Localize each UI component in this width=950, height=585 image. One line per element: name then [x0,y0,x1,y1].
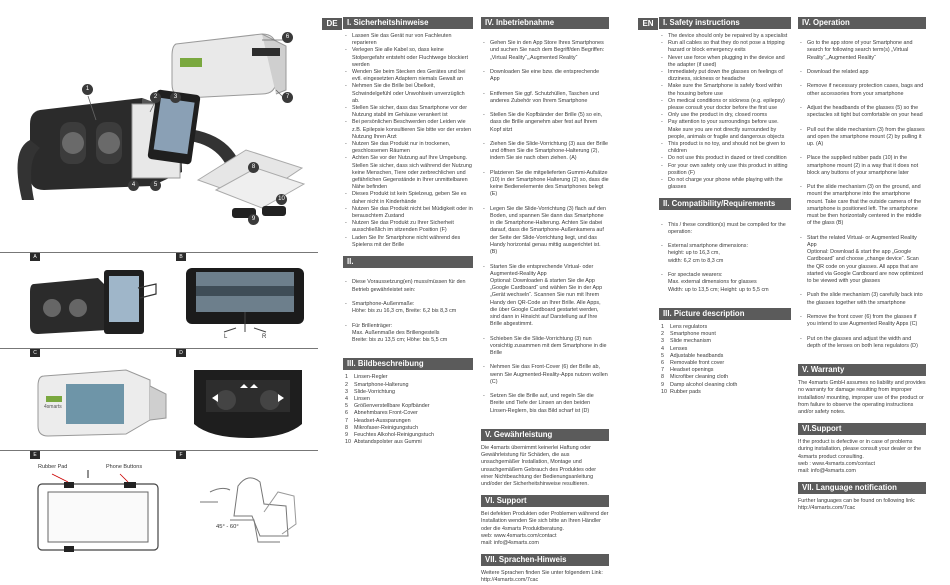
figure-b [180,262,310,344]
en-s4-list [798,33,926,357]
callout-1: 1 [82,84,93,95]
en-s4-item: - Adjust the headbands of the glasses (5) so the spectacles sit tight but comfortable on your head [798,105,926,119]
en-s3-item: Removable front cover [670,359,725,366]
de-s6-mail: mail: info@4smarts.com [481,540,539,546]
de-col-1 [343,14,473,446]
de-s1-item: - Nutzen Sie das Produkt zu Ihrer Sicherheit ausschließlich im sitzenden Position (F) [343,220,473,234]
en-s3-title: III. Picture description [659,308,791,320]
de-s1-list [343,33,473,249]
de-s4-item: - Entfernen Sie ggf. Schutzhüllen, Taschen und anderes Zubehör von Ihrem Smartphone [481,91,609,105]
en-s5-text: The 4smarts GmbH assumes no liability and provides no warranty for damage resulting from improper installation/ mounting, improper use of the product or from failure to observe the operating instructions and/or safety notes. [798,380,926,415]
de-s3-item: Headset-Aussparungen [354,417,411,424]
de-s1-item: - Laden Sie Ihr Smartphone nicht während des Spielens mit der Brille [343,235,473,249]
de-s3-list: 1 Linsen-Regler 2 Smartphone-Halterung 3 Slide-Vorrichtung 4 Linsen 5 Größenverstellbare Kopfbänder 6 Abnehmbares Front-Cover 7 Headset-Aussparungen 8 Mikrofaser-Reinigungstuch 9 Feuchtes Alkohol-Reinigungstuch 10 Abstandspolster aus Gummi [345,374,435,446]
de-s3-item: Größenverstellbare Kopfbänder [354,403,430,410]
en-s3-item: Headset openings [670,367,714,374]
angle-label: 45° - 60° [216,524,239,530]
en-s7-text: Further languages can be found on following link: http://4smarts.com/7cac [798,498,916,512]
en-s4-item: - Place the supplied rubber pads (10) in the smartphone mount (2) in a way that it does not block any buttons of your smartphone later [798,155,926,177]
de-s3-item: Abnehmbares Front-Cover [354,410,418,417]
de-s6-text: Bei defekten Produkten oder Problemen während der Installation wenden Sie sich bitte an Ihren Händler oder die 4smarts Produktberatung. [481,511,609,532]
de-s1-item: - Verlegen Sie alle Kabel so, dass keine Stolpergefahr entsteht oder Fluchtwege blockiert werden [343,47,473,69]
de-s6-web: web: www.4smarts.com/contact [481,532,557,539]
de-s3-item: Feuchtes Alkohol-Reinigungstuch [354,431,435,438]
de-s5-title: V. Gewährleistung [481,429,609,441]
en-s1-title: I. Safety instructions [659,17,791,29]
en-s3-list: 1 Lens regulators 2 Smartphone mount 3 Slide mechanism 4 Lenses 5 Adjustable headbands 6 Removable front cover 7 Headset openings 8 Microfiber cleaning cloth 9 Damp alcohol cleaning cloth 10 Rubber pads [661,323,738,395]
en-s2-item: - For spectacle wearers: Max. external dimensions for glasses Width: up to 13,5 cm; Height: up to 5,5 cm [659,272,791,294]
en-s4-item: - Download the related app [798,69,926,76]
en-s1-list [659,33,791,191]
callout-4: 4 [128,180,139,191]
en-s4-item: - Remove the front cover (6) from the glasses if you intend to use Augmented Reality Apps (C) [798,314,926,328]
de-s2-title: II. Kompatibilität/Voraussetzungen [343,256,473,268]
en-s3-item: Slide mechanism [670,338,712,345]
de-s4-item: - Gehen Sie in den App Store Ihres Smartphones und suchen Sie nach dem Begriff/den Begriffen: „Virtual Reality“,„Augmented Reality“ [481,40,609,62]
en-col-2 [798,14,926,513]
en-s1-item: - Do not charge your phone while playing with the glasses [659,177,791,191]
de-s7-title: VII. Sprachen-Hinweis [481,554,609,566]
lang-tag-en: EN [638,18,658,30]
en-s5-title: V. Warranty [798,364,926,376]
en-s1-item: - Only use the product in dry, closed rooms [659,112,791,119]
en-s4-item: - Put on the glasses and adjust the width and depth of the lenses on both lens regulators (D) [798,336,926,350]
divider [0,252,318,253]
de-s1-item: - Dieses Produkt ist kein Spielzeug, geben Sie es daher nicht in Kinderhände [343,191,473,205]
de-s4-item: - Platzieren Sie die mitgelieferten Gummi-Aufsätze (10) in der Smartphone Halterung (2) so, dass die keine Bedienelemente des Smartphones belegt (E) [481,170,609,199]
figure-label-e: E [30,451,40,459]
en-s1-item: - On medical conditions or sickness (e.g. epilepsy) please consult your doctor before the first use [659,98,791,112]
rubber-pad-label: Rubber Pad [38,464,68,470]
en-s1-item: - Run all cables so that they do not pose a tripping hazard or block emergency exits [659,40,791,54]
de-s4-item: - Legen Sie die Slide-Vorrichtung (3) flach auf den Boden, und spannen Sie dann das Smartphone in die Smartphone-Halterung. Achten Sie dabei darauf, dass die Smartphone-Außenkamera auf der Seite der Slide-Vorrichtung liegt, und das Handy horizontal genau mittig ausgerichtet ist. (B) [481,206,609,256]
de-s1-item: - Bei persönlichen Beschwerden oder Leiden wie z.B. Epilepsie konsultieren Sie bitte vor der ersten Nutzung Ihren Arzt [343,119,473,141]
label-r: R [262,334,267,340]
de-s3-item: Abstandspolster aus Gummi [354,439,422,446]
callout-2: 2 [150,92,161,103]
en-s7-title: VII. Language notification [798,482,926,494]
de-s3-item: Linsen [354,395,370,402]
de-s1-item: - Nehmen Sie die Brille bei Übelkeit, Schwindelgefühl oder Unwohlsein unverzüglich ab. [343,83,473,105]
de-s1-item: - Lassen Sie das Gerät nur von Fachleuten reparieren [343,33,473,47]
de-s4-item: - Stellen Sie die Kopfbänder der Brille (5) so ein, dass die Brille angenehm aber fest auf Ihrem Kopf sitzt [481,112,609,134]
de-s2-item: - Für Brillenträger: Max. Außenmaße des Brillengestells Breite: bis zu 13,5 cm; Höhe: bis 5,5 cm [343,323,473,345]
de-s4-item: - Setzen Sie die Brille auf, und regeln Sie die Breite und Tiefe der Linsen an den beiden Linsen-Reglern, bis das Bild scharf ist (D) [481,393,609,415]
figure-d [186,362,310,446]
en-s4-item: - Push the slide mechanism (3) carefully back into the glasses together with the smartphone [798,292,926,306]
de-s4-item: - Schieben Sie die Slide-Vorrichtung (3) nun vorsichtig zusammen mit dem Smartphone in die Brille [481,336,609,358]
en-col-1 [659,14,791,396]
divider [0,348,318,349]
en-s1-item: - The device should only be repaired by a specialist [659,33,791,40]
en-s2-item: - This / these condition(s) must be compiled for the operation: [659,222,791,236]
en-s1-item: - Immediately put down the glasses on feelings of dizziness, sickness or headache [659,69,791,83]
lang-tag-de: DE [322,18,342,30]
figure-a [28,264,164,344]
de-s1-item: - Achten Sie vor der Nutzung auf Ihre Umgebung. Stellen Sie sicher, dass sich während der Nutzung keine Menschen, Tiere oder zerbrechlichen und gefährlichen Gegenstände in Ihrer unmittelbaren Nähe befinden [343,155,473,191]
figure-main [0,0,318,246]
callout-3: 3 [170,92,181,103]
de-s3-title: III. Bildbeschreibung [343,358,473,370]
de-s2-item: - Diese Voraussetzung(en) muss/müssen für den Betrieb gewährleistet sein: [343,279,473,293]
en-s6-web: web : www.4smarts.com/contact [798,460,875,467]
de-s6-title: VI. Support [481,495,609,507]
callout-10: 10 [276,194,287,205]
de-s1-item: - Nutzen Sie das Produkt nicht bei Müdigkeit oder in berauschtem Zustand [343,206,473,220]
de-s3-item: Slide-Vorrichtung [354,388,396,395]
figure-e [28,462,174,562]
en-s4-item: - Remove if necessary protection cases, bags and other accessories from your smartphone [798,83,926,97]
figure-label-b: B [176,253,186,261]
callout-7: 7 [282,92,293,103]
figure-label-f: F [176,451,186,459]
en-s4-item: - Pull out the slide mechanism (3) from the glasses and open the smartphone mount (2) by pulling it up. (A) [798,127,926,149]
de-s3-item: Smartphone-Halterung [354,381,409,388]
en-s4-item: - Start the related Virtual- or Augmented Reality App Optional: Download & start the app „Google Cardboard“ and choose „change device“. Scan the QR code on your glasses. All apps that are started via Google Cardboard are now optimized to be viewed with your glasses [798,235,926,285]
en-s4-item: - Go to the app store of your Smartphone and search for following search term(s) „Virtual Reality“,„Augmented Reality“ [798,40,926,62]
de-s4-item: - Ziehen Sie die Slide-Vorrichtung (3) aus der Brille und öffnen Sie die Smartphone-Halterung (2), indem Sie sie nach oben ziehen. (A) [481,141,609,163]
figure-f [190,462,314,562]
en-s2-title: II. Compatibility/Requirements [659,198,791,210]
en-s3-item: Damp alcohol cleaning cloth [670,381,738,388]
en-s4-title: IV. Operation [798,17,926,29]
en-s1-item: - Make sure the Smartphone is safely fixed within the housing before use [659,83,791,97]
en-s3-item: Rubber pads [670,388,701,395]
vr-headset-illustration [0,0,318,246]
en-s1-item: - Do not use this product in dazed or tired condition [659,155,791,162]
brand-text: 4smarts [44,404,62,410]
divider [0,450,318,451]
figure-c [30,360,170,446]
de-s3-item: Linsen-Regler [354,374,388,381]
en-s1-item: - Never use force when plugging in the device and the adapter (if used) [659,55,791,69]
phone-buttons-label: Phone Buttons [106,464,143,470]
label-l: L [224,334,228,340]
de-s7-text: Weitere Sprachen finden Sie unter folgendem Link: http://4smarts.com/7cac [481,570,603,584]
de-s4-title: IV. Inbetriebnahme [481,17,609,29]
figure-label-d: D [176,349,186,357]
en-s3-item: Microfiber cleaning cloth [670,374,729,381]
en-s6-mail: mail: info@4smarts.com [798,467,856,474]
en-s6-text: If the product is defective or in case of problems during installation, please consult your dealer or the 4smarts product consulting. [798,439,922,460]
en-s1-item: - Pay attention to your surroundings before use. Make sure you are not directly surrounded by people, animals or fragile and dangerous objects [659,119,791,141]
callout-8: 8 [248,162,259,173]
figure-label-c: C [30,349,40,357]
en-s6-title: VI.Support [798,423,926,435]
de-s1-item: - Nutzen Sie das Produkt nur in trockenen, geschlossenen Räumen [343,141,473,155]
de-col-2 [481,14,609,585]
en-s2-list [659,214,791,300]
cleaning-cloth [198,150,304,208]
en-s3-item: Lenses [670,345,688,352]
de-s5-text: Die 4smarts übernimmt keinerlei Haftung oder Gewährleistung für Schäden, die aus unsachgemäßer Installation, Montage und unsachgemäßem Gebrauch des Produktes oder einer Nichtbeachtung der Bedienungsanleitung und/oder der Sicherheitshinweise resultieren. [481,444,597,487]
de-s4-list [481,33,609,422]
callout-9: 9 [248,214,259,225]
headset-front-view [172,34,286,98]
callout-5: 5 [150,180,161,191]
en-s3-item: Smartphone mount [670,331,716,338]
en-s1-item: - For your own safety only use this product in sitting position (F) [659,163,791,177]
de-s3-item: Mikrofaser-Reinigungstuch [354,424,419,431]
en-s3-item: Adjustable headbands [670,352,724,359]
de-s1-item: - Wenden Sie beim Stecken des Gerätes und bei evtl. eingesetzten Adaptern niemals Gewalt an [343,69,473,83]
de-s1-item: - Stellen Sie sicher, dass das Smartphone vor der Nutzung stabil im Gehäuse verankert ist [343,105,473,119]
de-s2-item: - Smartphone-Außenmaße: Höhe: bis zu 16,3 cm, Breite: 6,2 bis 8,3 cm [343,301,473,315]
de-s4-item: - Nehmen Sie das Front-Cover (6) der Brille ab, wenn Sie Augmented-Reality-Apps nutzen wollen (C) [481,364,609,386]
de-s4-item: - Downloaden Sie eine bzw. die entsprechende App [481,69,609,83]
de-s4-item: - Starten Sie die entsprechende Virtual- oder Augmented-Reality App Optional: Downloaden & starten Sie die App „Google Cardboard“ und wählen Sie in der App „Gerät wechseln“. Scannen Sie nun mit Ihrem Handy den QR-Code an Ihrer Brille. Alle Apps, die über Google Cardboard gestartet werden, sind dann in Hinsicht auf Darstellung auf Ihre Brille abgestimmt. [481,264,609,329]
de-s2-list [343,272,473,351]
en-s1-item: - This product is no toy, and should not be given to children [659,141,791,155]
figure-label-a: A [30,253,40,261]
en-s3-item: Lens regulators [670,323,708,330]
de-s1-title: I. Sicherheitshinweise [343,17,473,29]
en-s2-item: - External smartphone dimensions: height: up to 16,3 cm, width: 6,2 cm to 8,3 cm [659,243,791,265]
callout-6: 6 [282,32,293,43]
en-s4-item: - Put the slide mechanism (3) on the ground, and mount the smartphone into the smartphone mount. Take care that the outside camera of the smartphone is positioned left. The smartphone must be then horizontally centered in the middle of the glass (B) [798,184,926,227]
